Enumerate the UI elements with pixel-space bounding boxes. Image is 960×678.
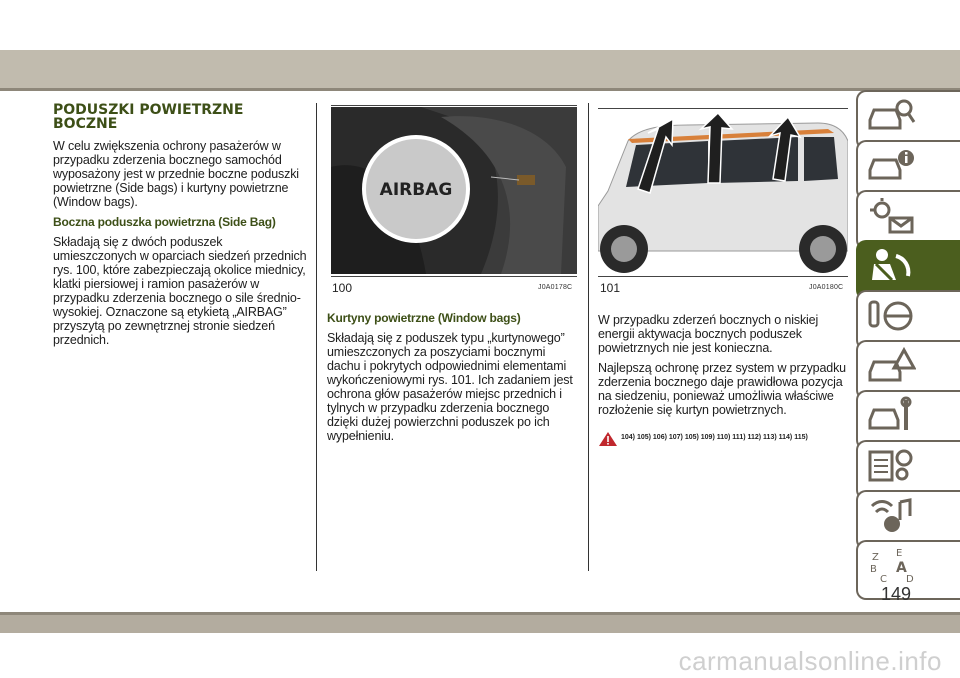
svg-text:B: B — [870, 564, 877, 575]
seat-airbag-illustration — [331, 107, 577, 274]
figure-100-top-rule — [331, 105, 577, 106]
column-divider-1 — [316, 103, 317, 571]
key-steering-icon — [866, 296, 916, 336]
side-bag-heading: Boczna poduszka powietrzna (Side Bag) — [53, 215, 276, 229]
car-info-icon — [866, 146, 916, 186]
warning-references — [599, 432, 849, 446]
index-letters-icon — [866, 546, 916, 586]
multimedia-icon — [866, 496, 916, 536]
specs-gear-icon — [866, 446, 916, 486]
svg-text:E: E — [896, 548, 903, 559]
footer-band — [0, 612, 960, 633]
side-bag-paragraph: Składają się z dwóch poduszek umieszczonych w oparciach siedzeń przednich rys. 100, które zabezpieczają okolice miednicy, klatki piersiowej i ramion pasażerów w przypadku zderzenia bocznego o sile średnio-wysokiej. Oznaczone są etykietą „AIRBAG” przyszytą po zewnętrznej stronie siedzeń przednich. — [53, 235, 307, 347]
section-title: PODUSZKI POWIETRZNE BOCZNE — [53, 102, 244, 132]
figure-101-bottom-rule — [598, 276, 848, 277]
window-bag-paragraph: Składają się z poduszek typu „kurtynowego” umieszczonych za poszyciami bocznymi dachu i pokrytych odpowiednimi elementami wykończeniowymi rys. 101. Ich zadaniem jest ochrona głów pasażerów miejsc przednich i tylnych w przypadku zderzenia bocznego dzięki dużej powierzchni poduszek po ich wypełnieniu. — [327, 331, 573, 443]
figure-101-code: J0A0180C — [809, 284, 844, 291]
page-number: 149 — [880, 584, 912, 604]
dashboard-lights-icon — [866, 196, 916, 236]
warning-reference-list: 104) 105) 106) 107) 105) 109) 110) 111) 112) 113) 114) 115) — [621, 434, 808, 441]
top-margin — [0, 0, 960, 50]
figure-101-number: 101 — [600, 281, 621, 295]
svg-text:A: A — [896, 560, 907, 576]
car-window-bag-illustration — [598, 111, 848, 274]
figure-100-number: 100 — [332, 281, 353, 295]
car-warning-icon — [866, 346, 916, 386]
figure-100-code: J0A0178C — [538, 284, 573, 291]
svg-text:Z: Z — [872, 552, 879, 563]
column-2 — [327, 305, 579, 449]
figure-100-image — [331, 107, 577, 274]
warning-triangle-icon — [599, 432, 617, 446]
svg-text:D: D — [906, 574, 914, 585]
airbag-label-text: AIRBAG — [379, 180, 453, 200]
window-bag-heading: Kurtyny powietrzne (Window bags) — [327, 311, 521, 325]
column-divider-2 — [588, 103, 589, 571]
watermark-text: carmanualsonline.info — [678, 646, 942, 676]
intro-paragraph: W celu zwiększenia ochrony pasażerów w przypadku zderzenia bocznego samochód wyposażony jest w przednie boczne poduszki powietrzne (Side bags) i kurtyny powietrzne (Window bags). — [53, 139, 299, 209]
car-service-icon — [866, 396, 916, 436]
seating-position-paragraph: Najlepszą ochronę przez system w przypadku zderzenia bocznego daje prawidłowa pozycja na siedzeniu, ponieważ umożliwia właściwe rozłożenie się kurtyn powietrznych. — [598, 361, 846, 417]
header-band — [0, 50, 960, 88]
figure-101-top-rule — [598, 108, 848, 109]
figure-101-image — [598, 111, 848, 274]
svg-text:C: C — [880, 574, 887, 585]
column-1 — [53, 103, 307, 353]
header-rule — [0, 88, 960, 91]
safety-seatbelt-icon — [866, 246, 916, 286]
low-energy-paragraph: W przypadku zderzeń bocznych o niskiej energii aktywacja bocznych poduszek powietrznych nie jest konieczna. — [598, 313, 819, 355]
column-3 — [598, 313, 850, 423]
car-search-icon — [866, 96, 916, 136]
figure-100-bottom-rule — [331, 276, 577, 277]
